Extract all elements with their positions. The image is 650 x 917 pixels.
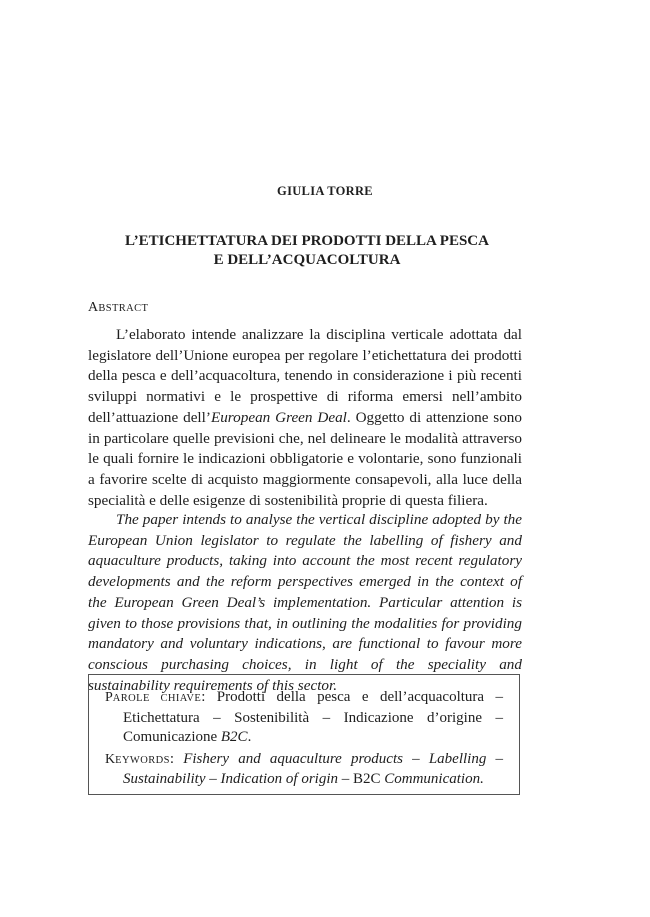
abstract-italian-paragraph bbox=[88, 325, 522, 511]
abstract-italian-text-2: . Oggetto di attenzione sono in particolare quelle previsioni che, nel delineare le modalità attraverso le quali fornire le indicazioni obbligatorie e volontarie, sono funzionali a favorire scelte di acquisto maggiormente consapevoli, alla luce della specialità e delle esigenze di sostenibilità proprie di questa filiera. bbox=[88, 408, 522, 509]
keywords-colon: : bbox=[169, 750, 184, 767]
keywords-label-rest: EYWORDS bbox=[115, 754, 170, 766]
parole-chiave-label-rest: AROLE CHIAVE bbox=[112, 693, 202, 704]
keywords-entry bbox=[105, 750, 503, 790]
author-name: GIULIA TORRE bbox=[277, 184, 373, 198]
keywords-box bbox=[88, 674, 520, 795]
parole-chiave-text: Prodotti della pesca e dell’acquacoltura – Etichettatura – Sostenibilità – Indicazione d’origine – Comunicazione bbox=[123, 689, 503, 745]
abstract-heading-initial: A bbox=[88, 300, 99, 315]
parole-chiave-colon: : bbox=[201, 689, 217, 705]
keywords-roman: B2C bbox=[353, 771, 385, 787]
parole-chiave-label-initial: P bbox=[105, 690, 113, 705]
keywords-label-initial: K bbox=[105, 751, 116, 767]
abstract-english-paragraph: The paper intends to analyse the vertical discipline adopted by the European Union legislator to regulate the labelling of fishery and aquaculture products, taking into account the most recent regulatory developments and the reform perspectives emerged in the context of the European Green Deal’s implementation. Particular attention is given to those provisions that, in outlining the modalities for providing mandatory and voluntary indications, are functional to favour more conscious purchasing choices, in light of the speciality and sustainability requirements of this sector. bbox=[88, 511, 522, 694]
abstract-italian-text-1: L’elaborato intende analizzare la disciplina verticale adottata dal legislatore dell’Unione europea per regolare l’etichettatura dei prodotti della pesca e dell’acquacoltura, tenendo in considerazione i più recenti sviluppi normativi e le prospettive di riforma emersi nell’ambito dell’attuazione dell’ bbox=[88, 326, 522, 426]
paper-title bbox=[88, 232, 526, 270]
keywords-italic-1: Fishery and aquaculture products – Labelling – Sustainability – Indication of origin – bbox=[123, 750, 503, 787]
keywords-italic-2: Communication. bbox=[384, 771, 484, 787]
paper-title-line-1: L’ETICHETTATURA DEI PRODOTTI DELLA PESCA bbox=[125, 233, 489, 249]
parole-chiave-italic: B2C bbox=[220, 729, 248, 745]
paper-title-line-2: E DELL’ACQUACOLTURA bbox=[213, 252, 401, 268]
abstract-italian-italic: European Green Deal bbox=[210, 408, 347, 426]
abstract-heading-rest: BSTRACT bbox=[98, 303, 149, 314]
abstract-heading bbox=[88, 300, 148, 316]
parole-chiave-entry bbox=[105, 688, 503, 748]
parole-chiave-end: . bbox=[247, 729, 252, 745]
